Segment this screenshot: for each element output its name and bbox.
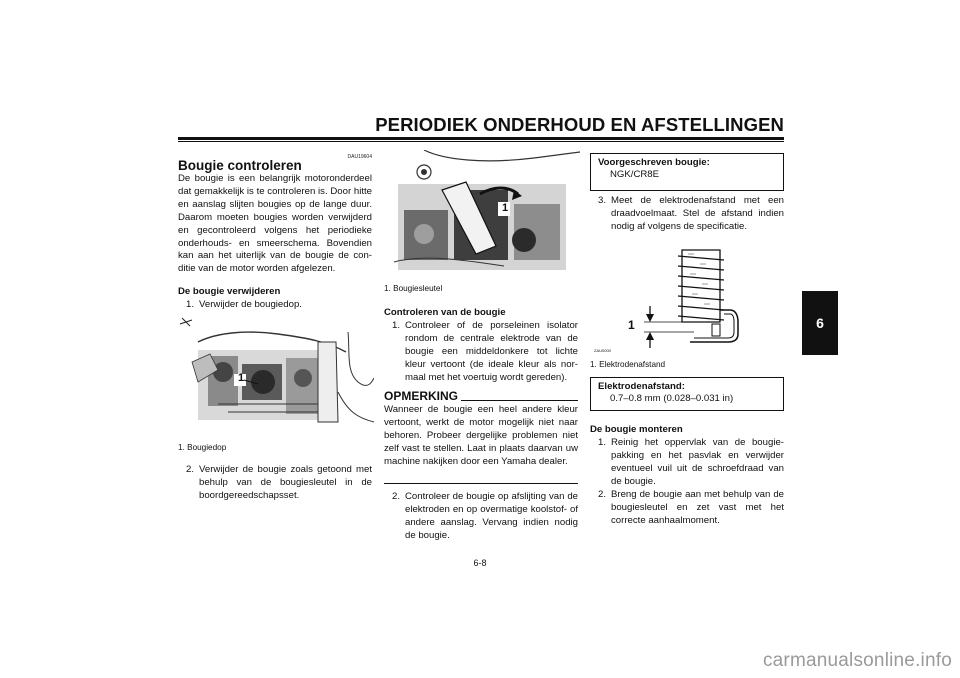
step-remove-1 [186, 299, 372, 312]
header-rule-thin [178, 141, 784, 142]
step-text: Verwijder de bougie zoals getoond met behulp van de bougiesleutel in de boordgereedschapsset. [199, 464, 372, 501]
diagram-code: ZAU0000 [594, 348, 611, 353]
step-check-3 [598, 195, 784, 234]
spark-plug-diagram [590, 244, 786, 356]
note-title [384, 389, 578, 403]
engine-illustration [178, 312, 374, 440]
step-install-1 [598, 437, 784, 489]
step-text: Controleer de bougie op afslijting van de elektroden en op overmatige koolstof- of andere aanslag. Vervang indien nodig de bougie. [405, 491, 578, 541]
step-remove-2 [186, 464, 372, 503]
note-title-text: OPMERKING [384, 389, 459, 403]
spec-box-spark-plug [590, 153, 784, 191]
section-heading: Bougie controleren [178, 158, 302, 173]
header-rule [178, 137, 784, 140]
step-text: Controleer of de porseleinen isolator rondom de centrale elektrode van de bougie een middeldonkere tot lichte kleur vertoont (de ideale kleur als normaal met het voertuig wordt gereden). [405, 320, 578, 383]
engine-wrench-illustration [384, 150, 580, 278]
subheading-remove: De bougie verwijderen [178, 286, 281, 297]
step-text: Meet de elektrodenafstand met een draadvoelmaat. Stel de afstand indien nodig af volgens de specificatie. [611, 195, 784, 232]
spec-title: Elektrodenafstand: [598, 381, 685, 392]
photo-callout-1: 1 [238, 372, 245, 384]
photo-spark-plug-cap [178, 312, 374, 440]
spec-title: Voorgeschreven bougie: [598, 157, 710, 168]
caption-spark-plug-cap: 1. Bougiedop [178, 443, 227, 452]
spec-box-electrode-gap [590, 377, 784, 411]
step-number: 2. [186, 464, 195, 475]
step-number: 1. [598, 437, 607, 448]
chapter-number: 6 [816, 315, 824, 331]
diagram-electrode-gap [590, 244, 786, 356]
page-number: 6-8 [473, 558, 487, 568]
note-end-rule [384, 483, 578, 484]
step-number: 1. [392, 320, 401, 331]
step-number: 3. [598, 195, 607, 206]
photo-callout-1: 1 [502, 202, 509, 214]
step-install-2 [598, 489, 784, 528]
photo-spark-plug-wrench [384, 150, 580, 278]
caption-spark-plug-wrench: 1. Bougiesleutel [384, 284, 443, 293]
step-text: Verwijder de bougiedop. [199, 299, 302, 310]
step-number: 2. [392, 491, 401, 502]
step-text: Reinig het oppervlak van de bougiepakking en het pasvlak en verwijder eventueel vuil uit de schroefdraad van de bougie. [611, 437, 784, 487]
step-check-1 [392, 320, 578, 385]
note-title-rule [461, 400, 578, 401]
page-header-title: PERIODIEK ONDERHOUD EN AFSTELLINGEN [375, 114, 784, 135]
spec-value: NGK/CR8E [610, 169, 660, 180]
note-text: Wanneer de bougie een heel andere kleur vertoont, werkt de motor mogelijk niet naar behoren. Probeer dergelijke problemen niet zelf vast te stellen. Laat in plaats daarvan uw machine nakijken door een Yamaha dealer. [384, 404, 578, 467]
diagram-callout-1: 1 [628, 318, 635, 332]
caption-electrode-gap: 1. Elektrodenafstand [590, 360, 666, 369]
step-number: 2. [598, 489, 607, 500]
subheading-install: De bougie monteren [590, 424, 683, 435]
step-number: 1. [186, 299, 195, 310]
document-code: DAU19604 [347, 154, 372, 160]
step-text: Breng de bougie aan met behulp van de bougiesleutel en zet vast met het correcte aanhaalmoment. [611, 489, 784, 526]
subheading-check: Controleren van de bougie [384, 307, 506, 318]
chapter-tab[interactable] [802, 291, 838, 355]
spec-value: 0.7–0.8 mm (0.028–0.031 in) [610, 393, 734, 404]
step-check-2 [392, 491, 578, 543]
intro-paragraph: De bougie is een belangrijk motoronderdeel dat gemakkelijk is te controleren is. Door hitte en aanslag slijten bougies op de lange duur. Daarom moeten bougies worden verwijderd en gecontroleerd volgens het periodieke onderhouds- en smeerschema. Bovendien kan aan het uiterlijk van de bougie de conditie van de motor worden afgelezen. [178, 173, 372, 275]
watermark[interactable]: carmanualsonline.info [762, 650, 952, 671]
